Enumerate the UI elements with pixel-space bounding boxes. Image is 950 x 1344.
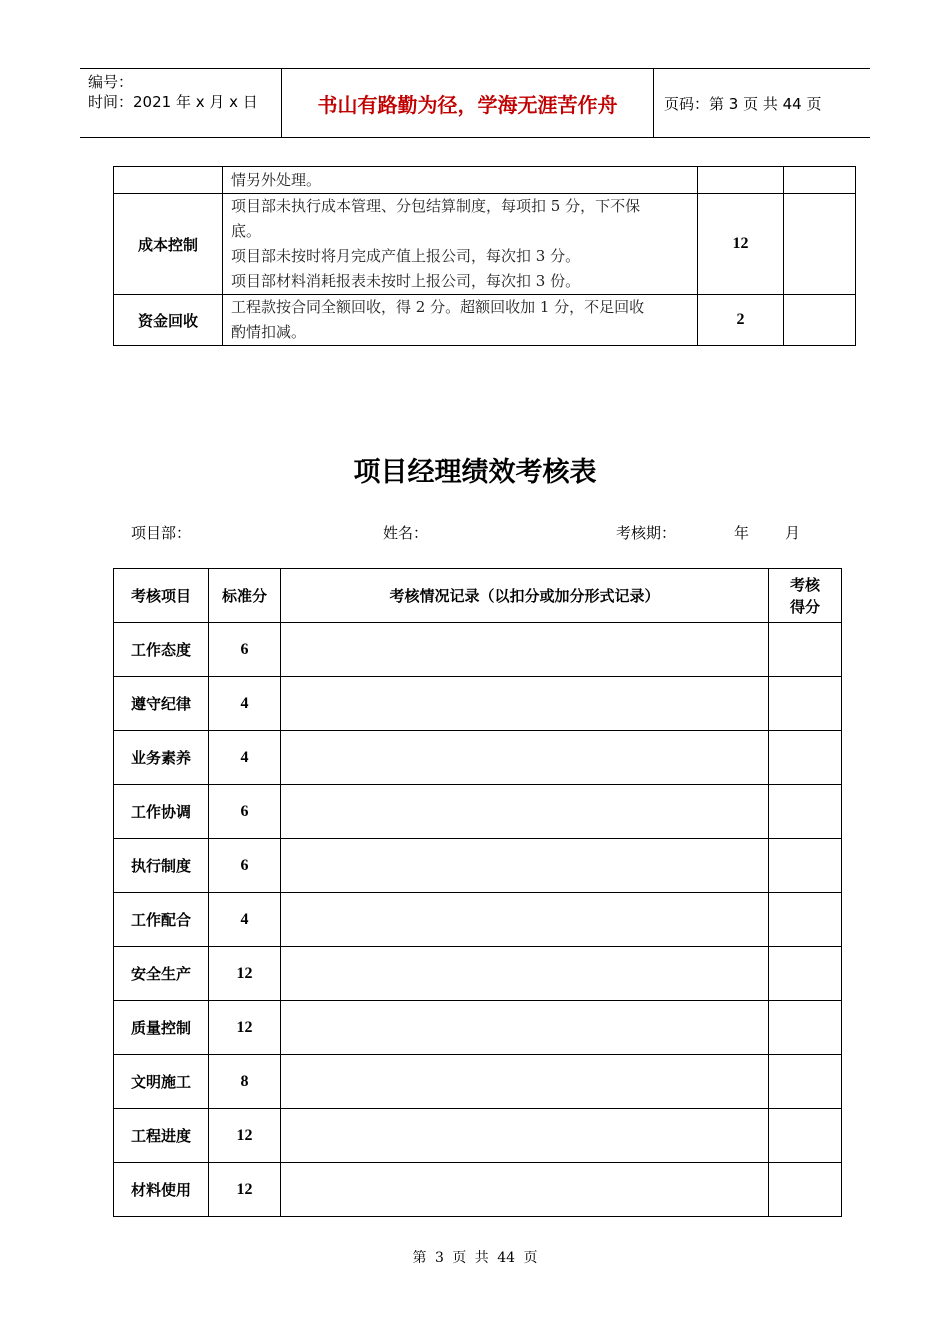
item-cell: 文明施工 (114, 1055, 209, 1109)
category-cell (114, 167, 223, 194)
table-row (114, 623, 842, 677)
standard-score-cell: 12 (209, 947, 281, 1001)
table-row (114, 893, 842, 947)
standard-score-cell: 6 (209, 839, 281, 893)
actual-score-cell (784, 167, 856, 194)
description-line: 底。 (231, 222, 262, 240)
category-cell: 资金回收 (114, 295, 223, 346)
evaluation-table-body (114, 623, 842, 1217)
standard-score-cell: 12 (209, 1163, 281, 1217)
record-cell[interactable] (281, 785, 769, 839)
score-cell[interactable] (769, 623, 842, 677)
item-cell: 遵守纪律 (114, 677, 209, 731)
header-page-info: 页码：第 3 页 共 44 页 (664, 94, 822, 113)
page-footer: 第 3 页 共 44 页 (412, 1250, 538, 1266)
table-row (114, 677, 842, 731)
table-row (114, 295, 856, 346)
table-row (114, 1055, 842, 1109)
description-line: 项目部未按时将月完成产值上报公司，每次扣 3 分。 (231, 247, 581, 265)
document-number-label: 编号： (88, 73, 134, 91)
record-cell[interactable] (281, 1055, 769, 1109)
item-cell: 安全生产 (114, 947, 209, 1001)
description-line: 工程款按合同全额回收，得 2 分。超额回收加 1 分，不足回收 (231, 298, 645, 316)
item-cell: 材料使用 (114, 1163, 209, 1217)
table-row (114, 1001, 842, 1055)
standard-score-cell: 12 (209, 1109, 281, 1163)
table-row (114, 1163, 842, 1217)
header-item: 考核项目 (114, 569, 209, 623)
standard-score-cell: 6 (209, 623, 281, 677)
record-cell[interactable] (281, 1109, 769, 1163)
month-label: 月 (785, 524, 801, 542)
item-cell: 工作态度 (114, 623, 209, 677)
header-score-line: 得分 (789, 597, 820, 616)
form-title: 项目经理绩效考核表 (353, 457, 597, 488)
actual-score-cell (784, 194, 856, 295)
description-line: 项目部材料消耗报表未按时上报公司，每次扣 3 份。 (231, 272, 581, 290)
standard-score-cell: 8 (209, 1055, 281, 1109)
description-cell (223, 167, 698, 194)
evaluation-table (113, 568, 842, 1217)
standard-score-cell: 6 (209, 785, 281, 839)
description-cell (223, 194, 698, 295)
period-label: 考核期： (616, 524, 677, 542)
description-cell (223, 295, 698, 346)
score-cell[interactable] (769, 785, 842, 839)
record-cell[interactable] (281, 677, 769, 731)
continued-assessment-table (113, 166, 856, 346)
record-cell[interactable] (281, 893, 769, 947)
record-cell[interactable] (281, 1001, 769, 1055)
table-row (114, 839, 842, 893)
standard-score-cell: 2 (698, 295, 784, 346)
description-line: 项目部未执行成本管理、分包结算制度，每项扣 5 分，下不保 (231, 197, 641, 215)
standard-score-cell: 12 (209, 1001, 281, 1055)
table-row (114, 194, 856, 295)
score-cell[interactable] (769, 677, 842, 731)
header-record: 考核情况记录（以扣分或加分形式记录） (281, 569, 769, 623)
table-row (114, 1109, 842, 1163)
header-divider (653, 69, 654, 137)
score-cell[interactable] (769, 1055, 842, 1109)
document-time-label: 时间：2021 年 x 月 x 日 (88, 93, 258, 111)
score-cell[interactable] (769, 1163, 842, 1217)
item-cell: 质量控制 (114, 1001, 209, 1055)
year-label: 年 (734, 524, 750, 542)
header-motto: 书山有路勤为径，学海无涯苦作舟 (317, 92, 618, 117)
header-score (769, 569, 842, 623)
name-label: 姓名： (383, 524, 429, 542)
record-cell[interactable] (281, 1163, 769, 1217)
score-cell[interactable] (769, 839, 842, 893)
standard-score-cell (698, 167, 784, 194)
table-header-row (114, 569, 842, 623)
score-cell[interactable] (769, 731, 842, 785)
standard-score-cell: 4 (209, 677, 281, 731)
category-cell: 成本控制 (114, 194, 223, 295)
record-cell[interactable] (281, 947, 769, 1001)
header-score-line: 考核 (789, 575, 820, 594)
item-cell: 执行制度 (114, 839, 209, 893)
table-row (114, 785, 842, 839)
item-cell: 工程进度 (114, 1109, 209, 1163)
header-meta (88, 72, 283, 112)
record-cell[interactable] (281, 839, 769, 893)
score-cell[interactable] (769, 893, 842, 947)
table-row (114, 167, 856, 194)
header-standard: 标准分 (209, 569, 281, 623)
table-row (114, 731, 842, 785)
score-cell[interactable] (769, 1001, 842, 1055)
description-line: 酌情扣减。 (231, 323, 307, 341)
record-cell[interactable] (281, 623, 769, 677)
score-cell[interactable] (769, 1109, 842, 1163)
item-cell: 业务素养 (114, 731, 209, 785)
actual-score-cell (784, 295, 856, 346)
score-cell[interactable] (769, 947, 842, 1001)
page-header (80, 68, 870, 138)
standard-score-cell: 4 (209, 893, 281, 947)
item-cell: 工作协调 (114, 785, 209, 839)
item-cell: 工作配合 (114, 893, 209, 947)
table-row (114, 947, 842, 1001)
record-cell[interactable] (281, 731, 769, 785)
description-line: 情另外处理。 (231, 170, 322, 189)
standard-score-cell: 12 (698, 194, 784, 295)
dept-label: 项目部： (131, 524, 192, 542)
standard-score-cell: 4 (209, 731, 281, 785)
